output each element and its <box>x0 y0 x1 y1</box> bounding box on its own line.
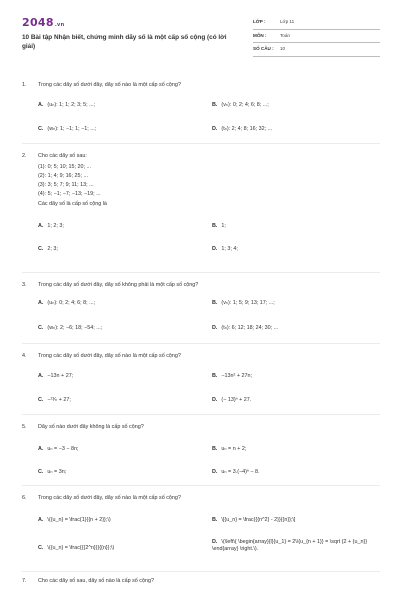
meta-value: Toán <box>280 32 290 38</box>
option-d[interactable]: D. (− 13)ⁿ + 27. <box>212 397 252 403</box>
meta-value: Lớp 11 <box>280 19 295 24</box>
divider <box>22 143 380 144</box>
option-a[interactable]: A. −13n + 27; <box>38 373 74 379</box>
option-c[interactable]: C. \({u_n} = \frac{{{2^n}}}{{n}};\) <box>38 545 115 551</box>
meta-row-subject <box>253 30 380 44</box>
option-c[interactable]: C. (wₙ): 2; −6; 18; −54; ...; <box>38 325 103 331</box>
divider <box>22 343 380 344</box>
option-d[interactable]: D. 1; 3; 4; <box>212 246 238 252</box>
question-text: Trong các dãy số dưới đây, dãy số không phải là một cấp số cộng? <box>38 282 199 288</box>
question-text: Trong các dãy số dưới đây, dãy số nào là một cấp số cộng? <box>38 495 181 501</box>
question-number: 7. <box>22 578 27 584</box>
option-d[interactable]: D. (tₙ): 2; 4; 8; 16; 32; ... <box>212 126 273 132</box>
sequence-line: (4): 5; −1; −7; −13; −19; ... <box>38 191 101 197</box>
question-text: Cho các dãy số sau, dãy số nào là cấp số cộng? <box>38 578 154 584</box>
meta-value: 10 <box>280 46 286 51</box>
option-b[interactable]: B. \[{u_n} = \frac{{{n^2} - 2}}{{n}};\] <box>212 517 296 523</box>
meta-row-question-count <box>253 43 380 57</box>
option-d[interactable]: D. uₙ = 3.(−4)ⁿ − 8. <box>212 469 260 475</box>
option-d[interactable]: D. \(\left\{ \begin{array}{l}{u_1} = 2\\{u_{n + 1}} = \sqrt {2 + {u_n}} \end{array} \right.\). <box>212 539 368 552</box>
option-c[interactable]: C. 2; 3; <box>38 246 58 252</box>
question-number: 6. <box>22 495 27 501</box>
question-number: 5. <box>22 424 27 430</box>
question-text: Dãy số nào dưới đây không là cấp số cộng? <box>38 424 144 430</box>
sequence-line: (1): 0; 5; 10; 15; 20; ... <box>38 164 92 170</box>
question-text: Cho các dãy số sau: <box>38 153 87 159</box>
question-number: 2. <box>22 153 27 159</box>
meta-label: LỚP : <box>253 19 266 24</box>
option-c[interactable]: C. uₙ = 3n; <box>38 469 67 475</box>
meta-label: MÔN : <box>253 32 267 38</box>
option-a[interactable]: A. (uₙ): 0; 2; 4; 6; 8; ...; <box>38 300 96 306</box>
question-text: Trong các dãy số dưới đây, dãy số nào là một cấp số cộng? <box>38 82 181 88</box>
question-text: Trong các dãy số dưới đây, dãy số nào là một cấp số cộng? <box>38 353 181 359</box>
document-header <box>22 16 380 58</box>
meta-label: SỐ CÂU : <box>253 46 274 51</box>
option-a[interactable]: A. 1; 2; 3; <box>38 223 64 229</box>
option-b[interactable]: B. −13n² + 27n; <box>212 373 252 379</box>
option-b[interactable]: B. uₙ = n + 2; <box>212 446 247 452</box>
sequence-line: (3): 3; 5; 7; 9; 11; 13; ... <box>38 182 94 188</box>
divider <box>22 414 380 415</box>
option-b[interactable]: B. 1; <box>212 223 226 229</box>
divider <box>22 571 380 572</box>
site-logo[interactable]: 2048.vn <box>22 16 65 29</box>
option-b[interactable]: B. (vₙ): 0; 2; 4; 6; 8; ...; <box>212 102 269 108</box>
option-c[interactable]: C. (wₙ): 1; −1; 1; −1; ...; <box>38 126 97 132</box>
divider <box>22 272 380 273</box>
meta-row-class <box>253 16 380 30</box>
option-d[interactable]: D. (tₙ): 6; 12; 18; 24; 30; ... <box>212 325 279 331</box>
document-meta <box>253 16 380 57</box>
option-a[interactable]: A. \({u_n} = \frac{1}{{n + 2}};\) <box>38 517 111 523</box>
question-number: 3. <box>22 282 27 288</box>
option-b[interactable]: B. (vₙ): 1; 5; 9; 13; 17; ...; <box>212 300 275 306</box>
divider <box>22 485 380 486</box>
option-c[interactable]: C. −¹³⁄ₙ + 27; <box>38 397 71 403</box>
sequence-line: (2): 1; 4; 9; 16; 25; ... <box>38 173 89 179</box>
question-prompt: Các dãy số là cấp số cộng là <box>38 201 107 207</box>
question-number: 1. <box>22 82 27 88</box>
document-title: 10 Bài tập Nhận biết, chứng minh dãy số là một cấp số cộng (có lời giải) <box>22 34 227 50</box>
option-a[interactable]: A. uₙ = −3 − 8n; <box>38 446 79 452</box>
question-number: 4. <box>22 353 27 359</box>
option-a[interactable]: A. (uₙ): 1; 1; 2; 3; 5; ...; <box>38 102 96 108</box>
